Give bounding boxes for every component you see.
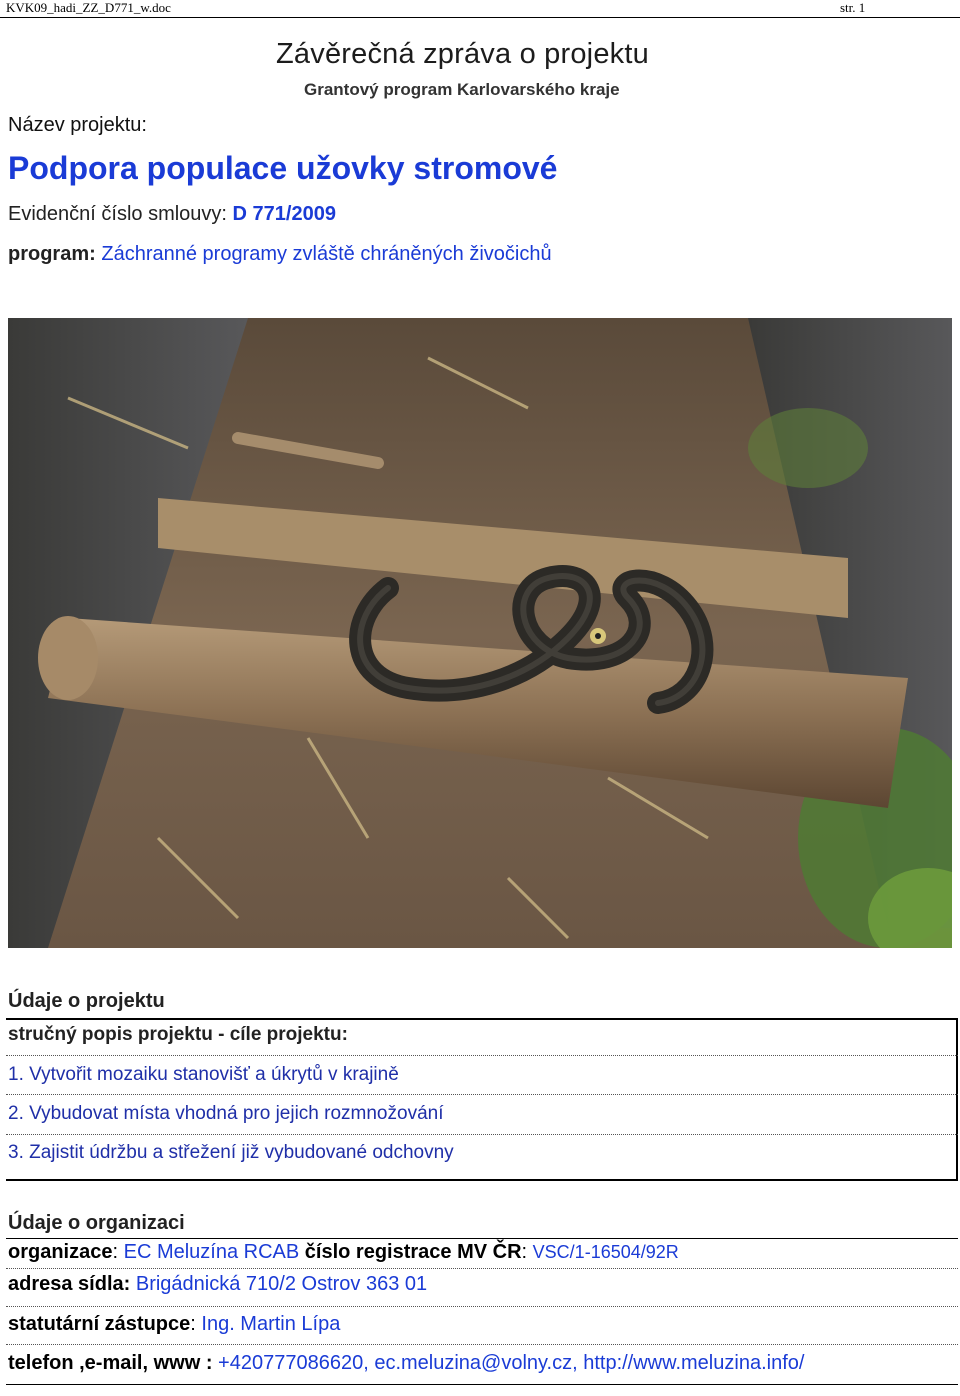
contact-line (8, 1352, 804, 1375)
project-name: Podpora populace užovky stromové (8, 150, 558, 186)
org-bottom-line (6, 1384, 958, 1385)
org-value: EC Meluzína RCAB (123, 1241, 300, 1263)
snake-photo (8, 318, 952, 948)
separator (6, 1306, 958, 1307)
contract-number (8, 203, 336, 226)
separator (6, 1055, 958, 1056)
statutory-label: statutární zástupce (8, 1313, 191, 1335)
statutory-line: statutární zástupce: Ing. Martin Lípa (8, 1313, 341, 1335)
project-info-heading: Údaje o projektu (8, 990, 165, 1012)
grant-program: Grantový program Karlovarského kraje (304, 80, 620, 99)
goal-item: 3. Zajistit údržbu a střežení již vybudované odchovny (8, 1142, 454, 1163)
address-line (8, 1273, 427, 1296)
reg-value: VSC/1-16504/92R (532, 1242, 679, 1262)
separator (6, 1268, 958, 1269)
goal-item: 2. Vybudovat místa vhodná pro jejich rozmnožování (8, 1103, 444, 1124)
program-line (8, 243, 552, 266)
program-value: Záchranné programy zvláště chráněných živočichů (101, 243, 552, 265)
statutory-value: Ing. Martin Lípa (201, 1313, 341, 1335)
reg-label: číslo registrace MV ČR (304, 1241, 522, 1263)
organization-line: organizace: EC Meluzína RCAB číslo registrace MV ČR: VSC/1-16504/92R (8, 1241, 679, 1263)
header-divider (0, 17, 960, 18)
address-value: Brigádnická 710/2 Ostrov 363 01 (135, 1273, 428, 1295)
separator (6, 1134, 958, 1135)
org-label: organizace (8, 1241, 113, 1263)
page-number: str. 1 (840, 0, 866, 15)
goal-item: 1. Vytvořit mozaiku stanovišť a úkrytů v krajině (8, 1064, 399, 1085)
contract-label: Evidenční číslo smlouvy: (8, 203, 227, 225)
document-filename: KVK09_hadi_ZZ_D771_w.doc (6, 0, 171, 15)
separator (6, 1344, 958, 1345)
separator (6, 1094, 958, 1095)
contact-value: +420777086620, ec.meluzina@volny.cz, http://www.meluzina.info/ (218, 1352, 805, 1374)
address-label: adresa sídla: (8, 1273, 131, 1295)
org-top-line (6, 1238, 958, 1239)
contract-value: D 771/2009 (232, 203, 336, 225)
program-label: program: (8, 243, 96, 265)
snake-illustration (8, 318, 952, 948)
organization-heading: Údaje o organizaci (8, 1212, 185, 1234)
report-title: Závěrečná zpráva o projektu (276, 38, 649, 70)
brief-label: stručný popis projektu - cíle projektu: (8, 1024, 348, 1045)
contact-label: telefon ,e-mail, www : (8, 1352, 213, 1374)
project-name-label: Název projektu: (8, 114, 147, 136)
